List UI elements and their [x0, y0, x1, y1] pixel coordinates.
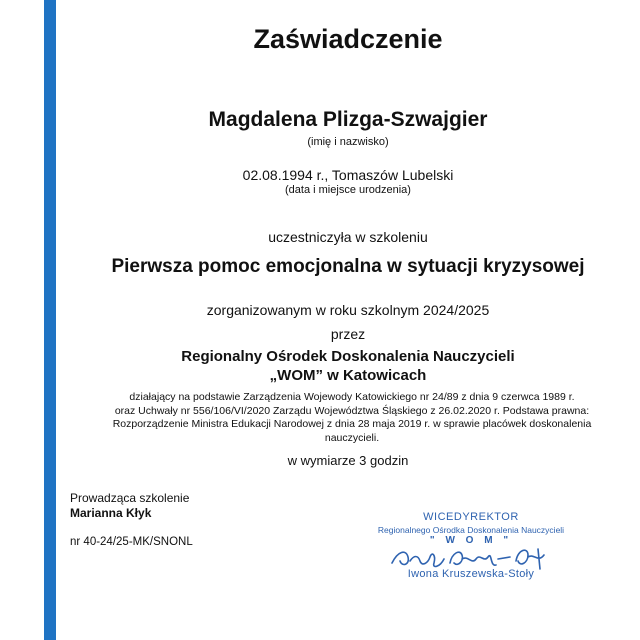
certificate-title: Zaświadczenie — [253, 24, 443, 54]
instructor-label: Prowadząca szkolenie — [70, 491, 190, 505]
accent-bar — [44, 0, 56, 640]
organizer-name-line1: Regionalny Ośrodek Doskonalenia Nauczycieli — [181, 348, 515, 365]
signature-stamp — [366, 511, 576, 583]
duration-text: w wymiarze 3 godzin — [287, 453, 409, 468]
stamp-person-name: Iwona Kruszewska-Stoły — [407, 568, 535, 580]
legal-basis — [74, 391, 630, 445]
birth-info: 02.08.1994 r., Tomaszów Lubelski — [242, 167, 454, 183]
stamp-organization: Regionalnego Ośrodka Doskonalenia Nauczycieli — [377, 525, 565, 535]
certificate-number: nr 40-24/25-MK/SNONL — [70, 536, 193, 548]
name-caption: (imię i nazwisko) — [307, 136, 389, 148]
organized-text: zorganizowanym w roku szkolnym 2024/2025 — [206, 302, 490, 318]
legal-line: Rozporządzenie Ministra Edukacji Narodowej z dnia 28 maja 2019 r. w sprawie placówek doskonalenia — [112, 418, 592, 430]
legal-line: oraz Uchwały nr 556/106/VI/2020 Zarządu Województwa Śląskiego z 26.02.2020 r. Podstawa prawna: — [114, 404, 590, 417]
participation-text: uczestniczyła w szkoleniu — [268, 229, 428, 245]
by-text: przez — [330, 326, 366, 342]
birth-caption: (data i miejsce urodzenia) — [285, 184, 411, 196]
course-title: Pierwsza pomoc emocjonalna w sytuacji kryzysowej — [111, 256, 585, 277]
stamp-wom: " W O M " — [429, 535, 513, 546]
legal-line: nauczycieli. — [324, 431, 380, 444]
instructor-name: Marianna Kłyk — [70, 506, 152, 520]
legal-line: działający na podstawie Zarządzenia Wojewody Katowickiego nr 24/89 z dnia 9 czerwca 1989 r. — [129, 391, 575, 403]
organizer-name-line2: „WOM” w Katowicach — [269, 367, 427, 384]
participant-name: Magdalena Plizga-Szwajgier — [208, 108, 488, 131]
stamp-role: WICEDYREKTOR — [423, 511, 519, 523]
